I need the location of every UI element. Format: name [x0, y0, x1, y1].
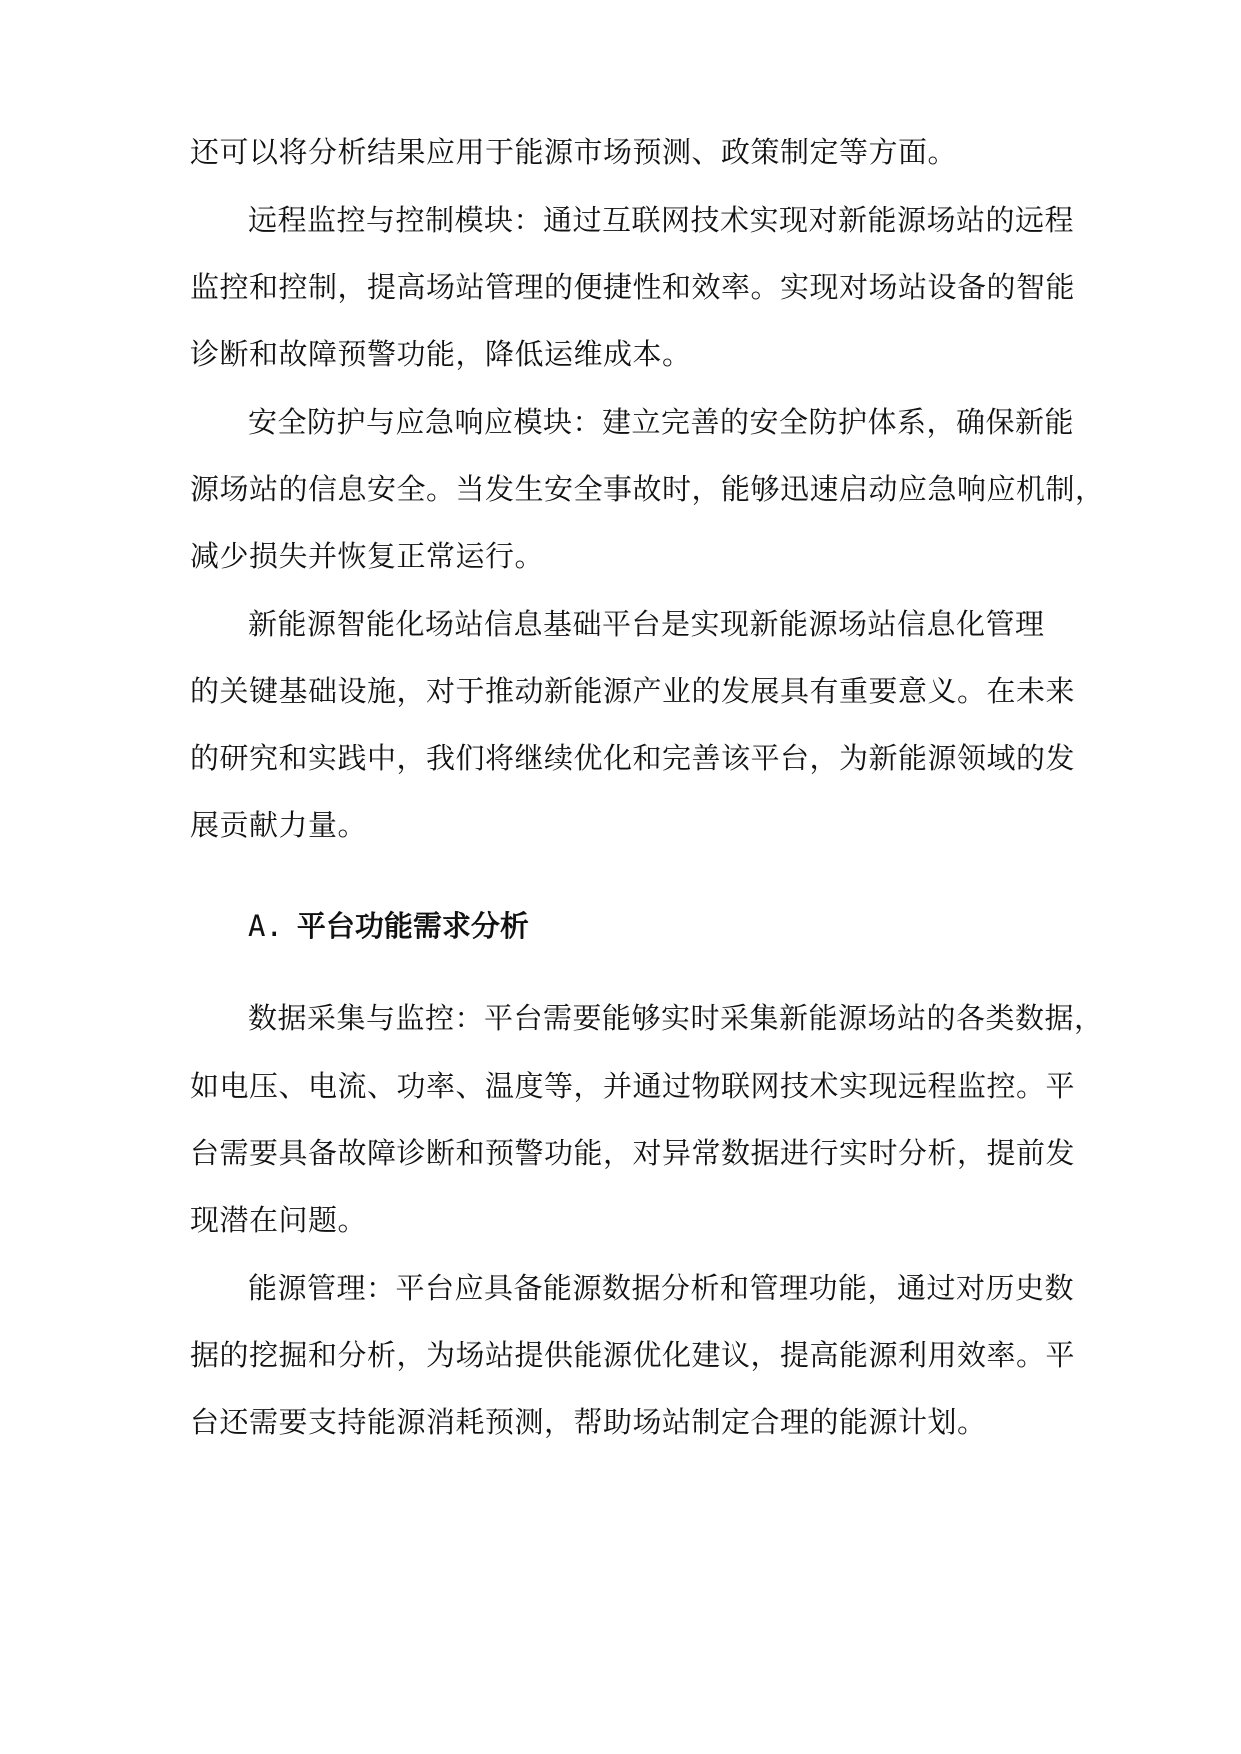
section-title: 平台功能需求分析 [296, 909, 529, 943]
paragraph-line: 如电压、电流、功率、温度等，并通过物联网技术实现远程监控。平 [190, 1069, 1076, 1103]
paragraph-line: 台需要具备故障诊断和预警功能，对异常数据进行实时分析，提前发 [190, 1136, 1076, 1170]
paragraph-line: 的研究和实践中，我们将继续优化和完善该平台，为新能源领域的发 [190, 741, 1076, 775]
section-number: A. [248, 909, 283, 943]
paragraph-line: 能源管理：平台应具备能源数据分析和管理功能，通过对历史数 [248, 1271, 1075, 1305]
paragraph-line: 安全防护与应急响应模块：建立完善的安全防护体系，确保新能 [248, 405, 1075, 439]
section-heading [248, 906, 529, 946]
paragraph-line: 的关键基础设施，对于推动新能源产业的发展具有重要意义。在未来 [190, 674, 1076, 708]
paragraph-line: 源场站的信息安全。当发生安全事故时，能够迅速启动应急响应机制， [190, 472, 1105, 506]
paragraph-line: 减少损失并恢复正常运行。 [190, 539, 545, 573]
paragraph-line: 现潜在问题。 [190, 1203, 368, 1237]
paragraph-line: 远程监控与控制模块：通过互联网技术实现对新能源场站的远程 [248, 203, 1075, 237]
paragraph-line: 数据采集与监控：平台需要能够实时采集新能源场站的各类数据， [248, 1001, 1104, 1035]
paragraph-line: 新能源智能化场站信息基础平台是实现新能源场站信息化管理 [248, 607, 1045, 641]
paragraph-line: 台还需要支持能源消耗预测，帮助场站制定合理的能源计划。 [190, 1405, 987, 1439]
paragraph-line: 据的挖掘和分析，为场站提供能源优化建议，提高能源利用效率。平 [190, 1338, 1076, 1372]
paragraph-line: 还可以将分析结果应用于能源市场预测、政策制定等方面。 [190, 135, 958, 169]
paragraph-line: 监控和控制，提高场站管理的便捷性和效率。实现对场站设备的智能 [190, 270, 1076, 304]
paragraph-line: 诊断和故障预警功能，降低运维成本。 [190, 337, 692, 371]
paragraph-line: 展贡献力量。 [190, 808, 368, 842]
